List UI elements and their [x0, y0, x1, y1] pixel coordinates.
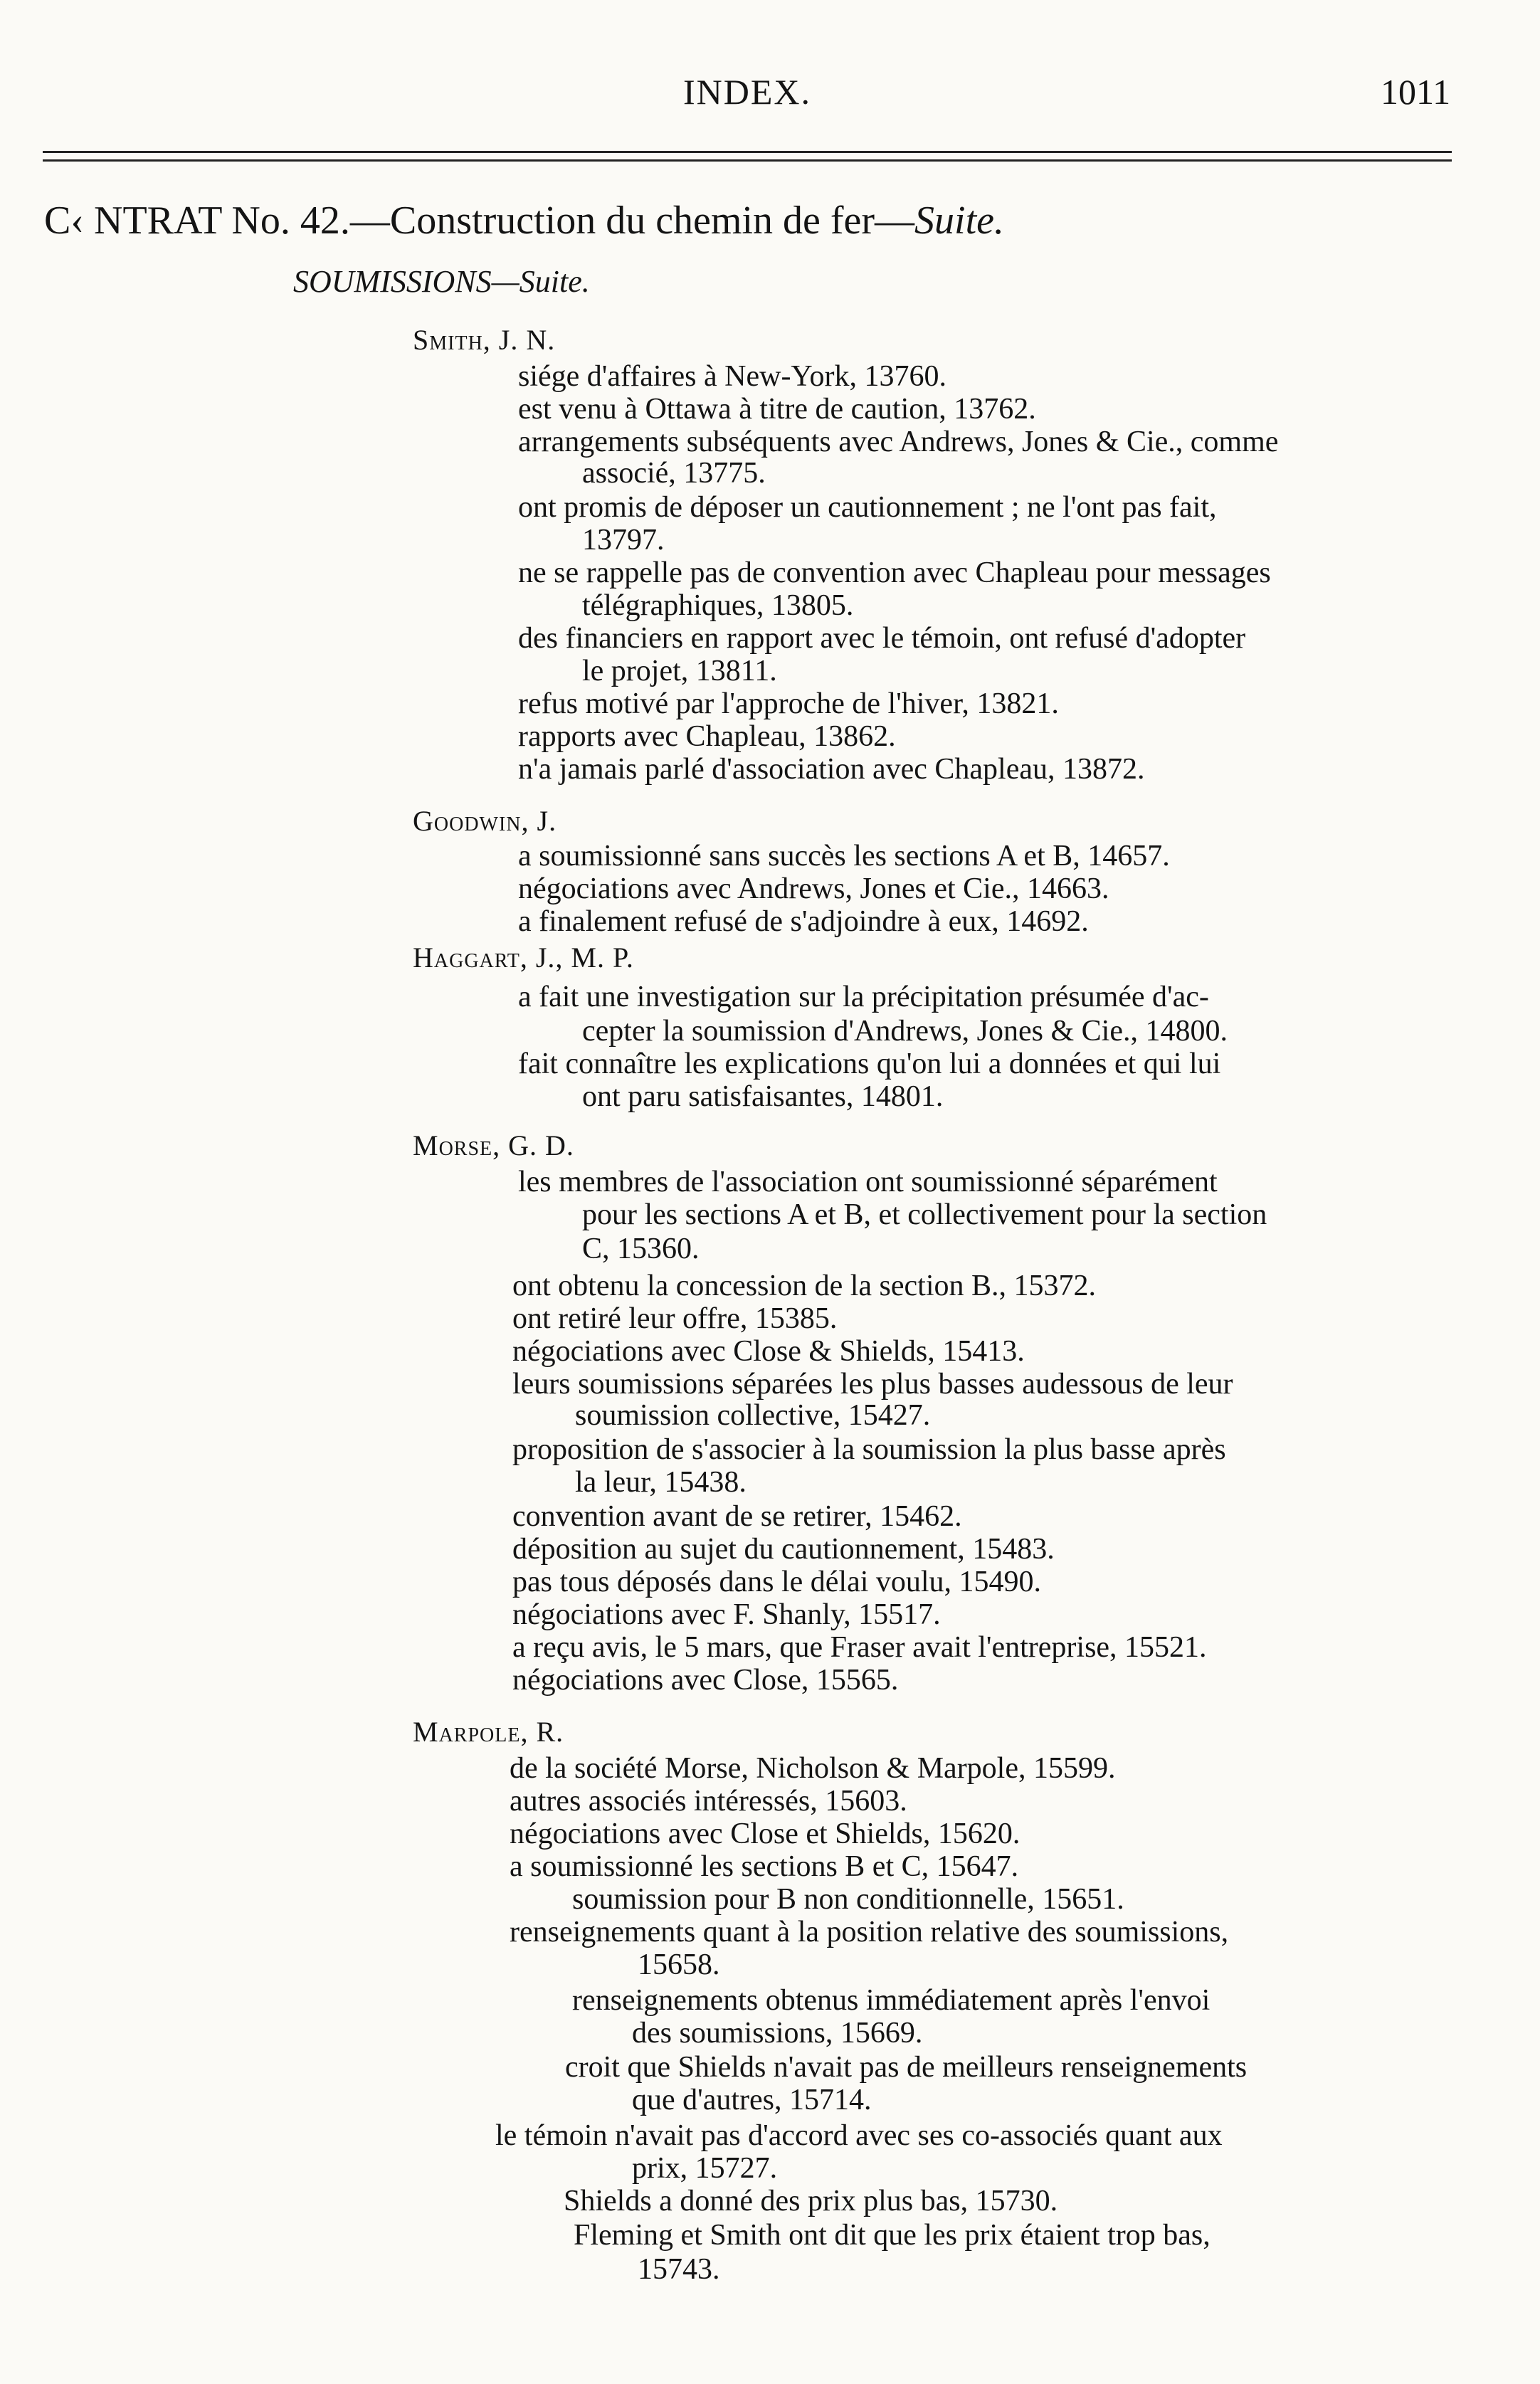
index-entry: déposition au sujet du cautionnement, 15483. — [512, 1533, 1055, 1566]
index-entry: pour les sections A et B, et collectivement pour la section — [582, 1198, 1267, 1231]
index-entry: la leur, 15438. — [575, 1466, 747, 1499]
index-entry: leurs soumissions séparées les plus basses audessous de leur — [512, 1368, 1233, 1401]
index-name: Morse, G. D. — [413, 1129, 574, 1161]
index-entry: refus motivé par l'approche de l'hiver, 13821. — [518, 687, 1059, 720]
index-name: Marpole, R. — [413, 1716, 564, 1748]
index-entry: négociations avec Close & Shields, 15413. — [512, 1335, 1025, 1368]
index-entry: négociations avec Close et Shields, 15620. — [510, 1818, 1020, 1850]
index-entry: que d'autres, 15714. — [632, 2084, 872, 2116]
index-entry: rapports avec Chapleau, 13862. — [518, 720, 896, 753]
index-entry: négociations avec Andrews, Jones et Cie., 14663. — [518, 872, 1109, 905]
index-entry: ne se rappelle pas de convention avec Chapleau pour messages — [518, 557, 1271, 589]
index-entry: Fleming et Smith ont dit que les prix étaient trop bas, — [574, 2219, 1211, 2252]
index-entry: renseignements quant à la position relative des soumissions, — [510, 1916, 1229, 1948]
index-name: Goodwin, J. — [413, 805, 557, 837]
index-entry: C, 15360. — [582, 1233, 700, 1265]
index-entry: 13797. — [582, 524, 665, 557]
index-entry: associé, 13775. — [582, 457, 766, 490]
index-entry: convention avant de se retirer, 15462. — [512, 1500, 962, 1533]
page-number: 1011 — [1381, 72, 1451, 112]
section-heading — [44, 198, 1004, 243]
index-entry: ont retiré leur offre, 15385. — [512, 1302, 838, 1335]
index-entry: autres associés intéressés, 15603. — [510, 1785, 907, 1818]
index-entry: a soumissionné sans succès les sections A et B, 14657. — [518, 840, 1170, 872]
index-entry: soumission collective, 15427. — [575, 1399, 931, 1432]
index-entry: les membres de l'association ont soumissionné séparément — [518, 1166, 1218, 1198]
index-entry: négociations avec F. Shanly, 15517. — [512, 1598, 941, 1631]
index-entry: pas tous déposés dans le délai voulu, 15490. — [512, 1566, 1042, 1598]
index-entry: a fait une investigation sur la précipitation présumée d'ac- — [518, 981, 1209, 1013]
index-entry: Shields a donné des prix plus bas, 15730. — [564, 2185, 1058, 2217]
index-entry: 15658. — [638, 1948, 720, 1981]
index-entry: des financiers en rapport avec le témoin, ont refusé d'adopter — [518, 622, 1246, 655]
index-entry: renseignements obtenus immédiatement après l'envoi — [572, 1984, 1211, 2017]
index-entry: le projet, 13811. — [582, 655, 777, 687]
index-entry: prix, 15727. — [632, 2152, 778, 2185]
header-rule — [43, 159, 1452, 162]
index-entry: n'a jamais parlé d'association avec Chapleau, 13872. — [518, 753, 1145, 786]
index-name: Haggart, J., M. P. — [413, 942, 634, 974]
subsection-heading: SOUMISSIONS—Suite. — [293, 264, 590, 299]
index-entry: négociations avec Close, 15565. — [512, 1664, 899, 1697]
index-name: Smith, J. N. — [413, 324, 556, 356]
index-entry: ont promis de déposer un cautionnement ; ne l'ont pas fait, — [518, 491, 1217, 524]
index-entry: ont paru satisfaisantes, 14801. — [582, 1080, 944, 1113]
index-entry: arrangements subséquents avec Andrews, Jones & Cie., comme — [518, 426, 1279, 458]
index-entry: soumission pour B non conditionnelle, 15651. — [572, 1883, 1124, 1916]
index-entry: fait connaître les explications qu'on lui a données et qui lui — [518, 1048, 1221, 1080]
index-entry: des soumissions, 15669. — [632, 2017, 923, 2050]
index-entry: proposition de s'associer à la soumission la plus basse après — [512, 1433, 1226, 1466]
index-entry: a finalement refusé de s'adjoindre à eux, 14692. — [518, 905, 1089, 938]
index-entry: 15743. — [638, 2253, 720, 2286]
running-header-title: INDEX. — [683, 72, 812, 112]
index-entry: de la société Morse, Nicholson & Marpole, 15599. — [510, 1752, 1116, 1785]
index-entry: croit que Shields n'avait pas de meilleurs renseignements — [565, 2051, 1248, 2084]
index-entry: siége d'affaires à New-York, 13760. — [518, 360, 947, 393]
header-rule — [43, 151, 1452, 153]
section-heading-text: C‹ NTRAT No. 42.—Construction du chemin de fer— — [44, 199, 915, 243]
index-entry: cepter la soumission d'Andrews, Jones & Cie., 14800. — [582, 1015, 1228, 1048]
section-heading-suffix: Suite. — [914, 199, 1005, 243]
index-entry: ont obtenu la concession de la section B., 15372. — [512, 1270, 1097, 1302]
index-entry: a soumissionné les sections B et C, 15647. — [510, 1850, 1019, 1883]
index-entry: a reçu avis, le 5 mars, que Fraser avait l'entreprise, 15521. — [512, 1631, 1207, 1664]
index-entry: le témoin n'avait pas d'accord avec ses co-associés quant aux — [495, 2119, 1223, 2152]
index-entry: télégraphiques, 13805. — [582, 589, 854, 622]
index-entry: est venu à Ottawa à titre de caution, 13762. — [518, 393, 1036, 426]
